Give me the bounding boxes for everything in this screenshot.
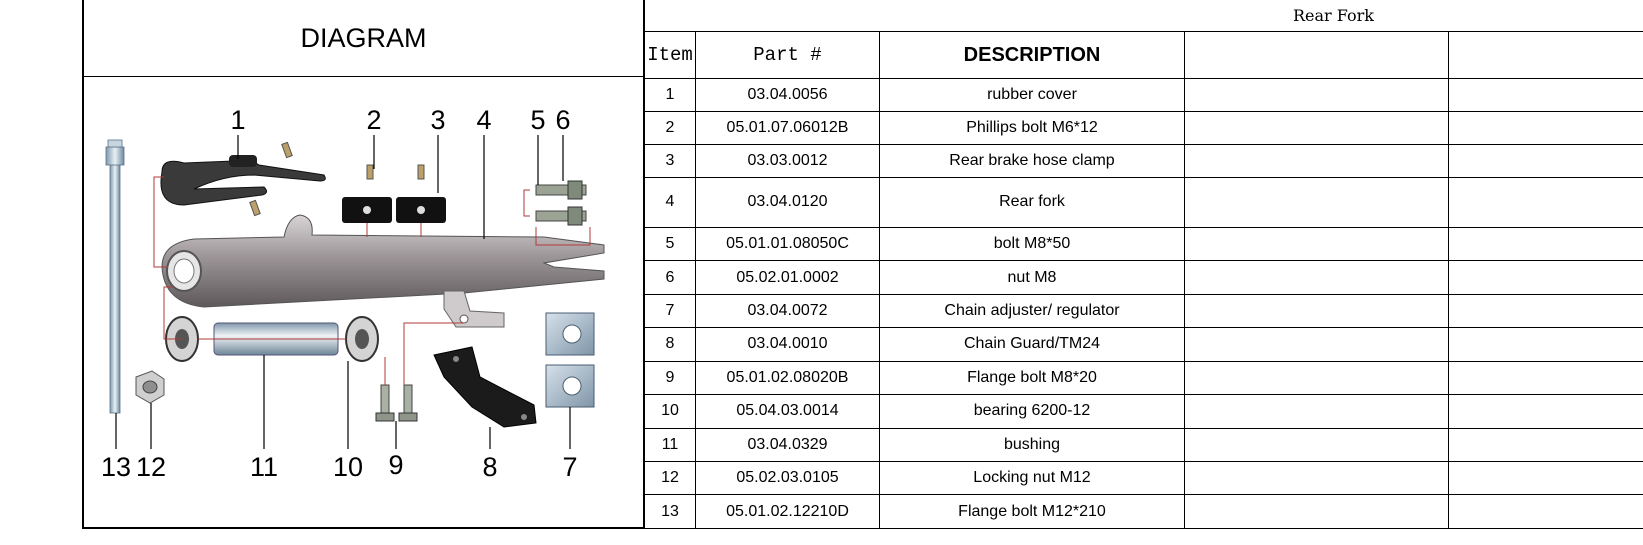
row-part-cell: 03.04.0056 [696, 79, 880, 111]
row-description-cell: Rear brake hose clamp [880, 145, 1185, 177]
row-item-cell: 7 [645, 294, 696, 327]
row-item-cell: 9 [645, 361, 696, 394]
row-part-cell: 05.04.03.0014 [696, 395, 880, 428]
callout-7: 7 [562, 452, 578, 482]
row-blank-cell [1185, 261, 1449, 294]
row-description-cell: bushing [880, 428, 1185, 461]
table-row [645, 79, 1643, 111]
row-blank-cell [1185, 395, 1449, 428]
row-description-cell: Chain Guard/TM24 [880, 328, 1185, 361]
row-blank-cell [1449, 261, 1643, 294]
table-row [645, 145, 1643, 177]
row-blank-cell [1185, 79, 1449, 111]
row-part-cell: 05.01.07.06012B [696, 111, 880, 144]
callout-12: 12 [135, 452, 167, 482]
table-row [645, 261, 1643, 294]
row-blank-cell [1449, 428, 1643, 461]
row-blank-cell [1449, 395, 1643, 428]
row-description-cell: Flange bolt M12*210 [880, 495, 1185, 529]
row-blank-cell [1185, 227, 1449, 260]
row-description-cell: bearing 6200-12 [880, 395, 1185, 428]
row-item-cell: 12 [645, 462, 696, 495]
row-part-cell: 03.03.0012 [696, 145, 880, 177]
callout-4: 4 [476, 105, 492, 135]
row-part-cell: 03.04.0010 [696, 328, 880, 361]
row-item-cell: 3 [645, 145, 696, 177]
row-description-cell: Phillips bolt M6*12 [880, 111, 1185, 144]
row-blank-cell [1449, 145, 1643, 177]
column-header-item: Item [645, 32, 696, 79]
row-item-cell: 2 [645, 111, 696, 144]
rear-fork-part [162, 215, 604, 327]
row-description-cell: Chain adjuster/ regulator [880, 294, 1185, 327]
locking-nut-part [136, 371, 164, 403]
parts-table [644, 0, 1643, 529]
row-blank-cell [1185, 294, 1449, 327]
table-row [645, 328, 1643, 361]
row-description-cell: Flange bolt M8*20 [880, 361, 1185, 394]
flange-bolts-part [376, 385, 417, 421]
row-part-cell: 05.01.02.12210D [696, 495, 880, 529]
callout-8: 8 [482, 452, 498, 482]
column-header-blank [1449, 32, 1643, 79]
table-header-row [645, 32, 1643, 79]
exploded-parts-diagram [84, 77, 644, 527]
row-blank-cell [1449, 462, 1643, 495]
row-part-cell: 03.04.0329 [696, 428, 880, 461]
table-row [645, 111, 1643, 144]
row-blank-cell [1185, 462, 1449, 495]
row-blank-cell [1185, 361, 1449, 394]
table-row [645, 462, 1643, 495]
axle-bolt-part [106, 140, 124, 413]
callout-3: 3 [430, 105, 446, 135]
row-item-cell: 4 [645, 177, 696, 227]
callout-2: 2 [366, 105, 382, 135]
table-row [645, 428, 1643, 461]
row-description-cell: rubber cover [880, 79, 1185, 111]
row-description-cell: Locking nut M12 [880, 462, 1185, 495]
row-item-cell: 13 [645, 495, 696, 529]
row-description-cell: Rear fork [880, 177, 1185, 227]
callout-9: 9 [388, 450, 404, 480]
table-row [645, 227, 1643, 260]
row-description-cell: nut M8 [880, 261, 1185, 294]
table-title: Rear Fork [1293, 6, 1374, 26]
row-blank-cell [1185, 177, 1449, 227]
row-description-cell: bolt M8*50 [880, 227, 1185, 260]
table-row [645, 294, 1643, 327]
row-blank-cell [1185, 145, 1449, 177]
table-row [645, 395, 1643, 428]
row-part-cell: 05.01.01.08050C [696, 227, 880, 260]
row-item-cell: 5 [645, 227, 696, 260]
row-blank-cell [1185, 495, 1449, 529]
row-part-cell: 05.02.03.0105 [696, 462, 880, 495]
row-part-cell: 03.04.0120 [696, 177, 880, 227]
row-blank-cell [1449, 328, 1643, 361]
row-part-cell: 05.02.01.0002 [696, 261, 880, 294]
column-header-blank [1185, 32, 1449, 79]
callout-13: 13 [100, 452, 132, 482]
row-blank-cell [1449, 111, 1643, 144]
table-row [645, 495, 1643, 529]
row-item-cell: 11 [645, 428, 696, 461]
row-blank-cell [1449, 495, 1643, 529]
table-body [645, 79, 1643, 529]
row-item-cell: 1 [645, 79, 696, 111]
callout-10: 10 [332, 452, 364, 482]
row-blank-cell [1449, 177, 1643, 227]
column-header-part: Part # [696, 32, 880, 79]
chain-guard-part [434, 347, 536, 427]
row-item-cell: 8 [645, 328, 696, 361]
table-row [645, 361, 1643, 394]
callout-5: 5 [530, 105, 546, 135]
rubber-cover-part [161, 155, 325, 205]
row-blank-cell [1449, 227, 1643, 260]
row-part-cell: 05.01.02.08020B [696, 361, 880, 394]
callout-11: 11 [249, 452, 279, 482]
row-blank-cell [1185, 111, 1449, 144]
row-item-cell: 10 [645, 395, 696, 428]
diagram-header: DIAGRAM [84, 0, 643, 77]
table-title-row [645, 0, 1643, 32]
row-item-cell: 6 [645, 261, 696, 294]
callout-1: 1 [230, 105, 246, 135]
row-blank-cell [1449, 79, 1643, 111]
table-title-cell [645, 0, 1643, 32]
diagram-panel [82, 0, 644, 529]
fork-bolts-nuts-part [536, 181, 586, 225]
column-header-description: DESCRIPTION [880, 32, 1185, 79]
row-blank-cell [1185, 328, 1449, 361]
chain-adjusters-part [546, 313, 594, 407]
callout-6: 6 [555, 105, 571, 135]
row-blank-cell [1449, 361, 1643, 394]
row-blank-cell [1185, 428, 1449, 461]
row-part-cell: 03.04.0072 [696, 294, 880, 327]
row-blank-cell [1449, 294, 1643, 327]
brake-hose-clamps-part [342, 197, 446, 223]
table-row [645, 177, 1643, 227]
